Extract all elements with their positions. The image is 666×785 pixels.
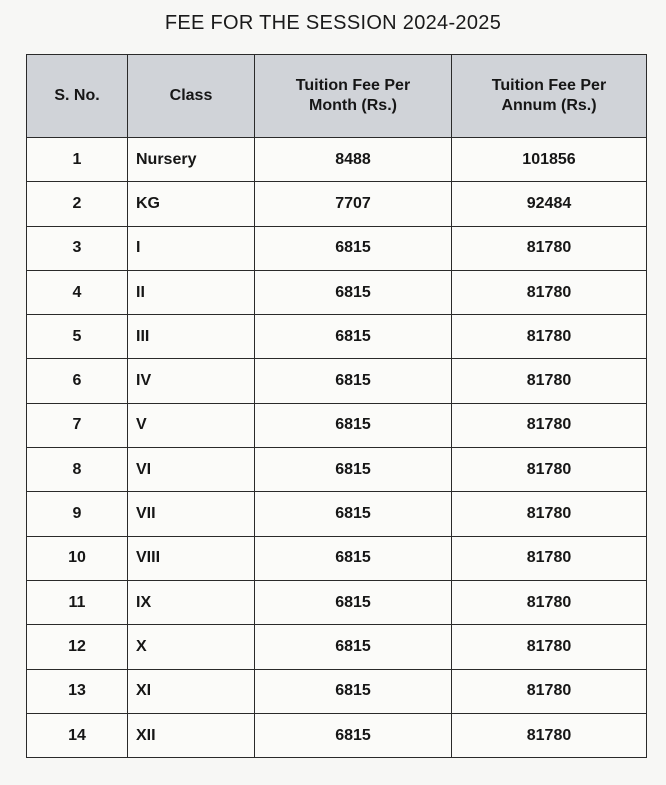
cell-class: Nursery	[128, 138, 255, 182]
cell-annum-fee: 81780	[452, 403, 647, 447]
table-row	[27, 359, 647, 403]
table-row	[27, 580, 647, 624]
cell-sno: 14	[27, 713, 128, 757]
cell-month-fee: 6815	[255, 448, 452, 492]
table-row	[27, 536, 647, 580]
cell-class: I	[128, 226, 255, 270]
cell-month-fee: 6815	[255, 226, 452, 270]
cell-annum-fee: 81780	[452, 226, 647, 270]
cell-sno: 7	[27, 403, 128, 447]
cell-sno: 10	[27, 536, 128, 580]
cell-sno: 9	[27, 492, 128, 536]
cell-month-fee: 6815	[255, 315, 452, 359]
cell-month-fee: 6815	[255, 713, 452, 757]
cell-month-fee: 6815	[255, 669, 452, 713]
cell-annum-fee: 101856	[452, 138, 647, 182]
cell-annum-fee: 92484	[452, 182, 647, 226]
header-month-fee	[255, 55, 452, 138]
table-row	[27, 713, 647, 757]
cell-class: V	[128, 403, 255, 447]
cell-class: XII	[128, 713, 255, 757]
cell-class: X	[128, 625, 255, 669]
cell-sno: 12	[27, 625, 128, 669]
cell-annum-fee: 81780	[452, 448, 647, 492]
table-row	[27, 226, 647, 270]
cell-sno: 6	[27, 359, 128, 403]
header-month-line2: Month (Rs.)	[309, 97, 397, 114]
table-row	[27, 182, 647, 226]
header-class: Class	[128, 55, 255, 138]
table-row	[27, 669, 647, 713]
table-row	[27, 403, 647, 447]
header-annum-line1: Tuition Fee Per	[491, 77, 607, 94]
header-annum-fee	[452, 55, 647, 138]
cell-class: III	[128, 315, 255, 359]
cell-annum-fee: 81780	[452, 492, 647, 536]
header-month-line1: Tuition Fee Per	[295, 77, 411, 94]
cell-sno: 4	[27, 270, 128, 314]
table-row	[27, 138, 647, 182]
header-sno: S. No.	[27, 55, 128, 138]
table-body	[27, 138, 647, 758]
table-row	[27, 625, 647, 669]
cell-class: II	[128, 270, 255, 314]
cell-sno: 8	[27, 448, 128, 492]
cell-annum-fee: 81780	[452, 270, 647, 314]
cell-sno: 11	[27, 580, 128, 624]
table-header	[27, 55, 647, 138]
cell-class: VII	[128, 492, 255, 536]
cell-sno: 1	[27, 138, 128, 182]
cell-month-fee: 6815	[255, 492, 452, 536]
cell-annum-fee: 81780	[452, 315, 647, 359]
fee-table	[26, 54, 647, 758]
table-row	[27, 448, 647, 492]
cell-annum-fee: 81780	[452, 536, 647, 580]
cell-class: VIII	[128, 536, 255, 580]
cell-month-fee: 6815	[255, 536, 452, 580]
cell-sno: 13	[27, 669, 128, 713]
header-annum-line2: Annum (Rs.)	[501, 97, 597, 114]
cell-sno: 2	[27, 182, 128, 226]
cell-month-fee: 6815	[255, 403, 452, 447]
cell-sno: 3	[27, 226, 128, 270]
cell-sno: 5	[27, 315, 128, 359]
cell-month-fee: 6815	[255, 270, 452, 314]
cell-month-fee: 8488	[255, 138, 452, 182]
cell-annum-fee: 81780	[452, 669, 647, 713]
table-row	[27, 492, 647, 536]
cell-month-fee: 7707	[255, 182, 452, 226]
cell-annum-fee: 81780	[452, 713, 647, 757]
cell-class: IV	[128, 359, 255, 403]
cell-month-fee: 6815	[255, 625, 452, 669]
cell-annum-fee: 81780	[452, 625, 647, 669]
page-title: FEE FOR THE SESSION 2024-2025	[164, 12, 502, 34]
cell-month-fee: 6815	[255, 359, 452, 403]
cell-class: VI	[128, 448, 255, 492]
cell-class: XI	[128, 669, 255, 713]
cell-annum-fee: 81780	[452, 580, 647, 624]
cell-class: KG	[128, 182, 255, 226]
cell-month-fee: 6815	[255, 580, 452, 624]
cell-class: IX	[128, 580, 255, 624]
table-row	[27, 315, 647, 359]
cell-annum-fee: 81780	[452, 359, 647, 403]
header-row	[27, 55, 647, 138]
table-row	[27, 270, 647, 314]
